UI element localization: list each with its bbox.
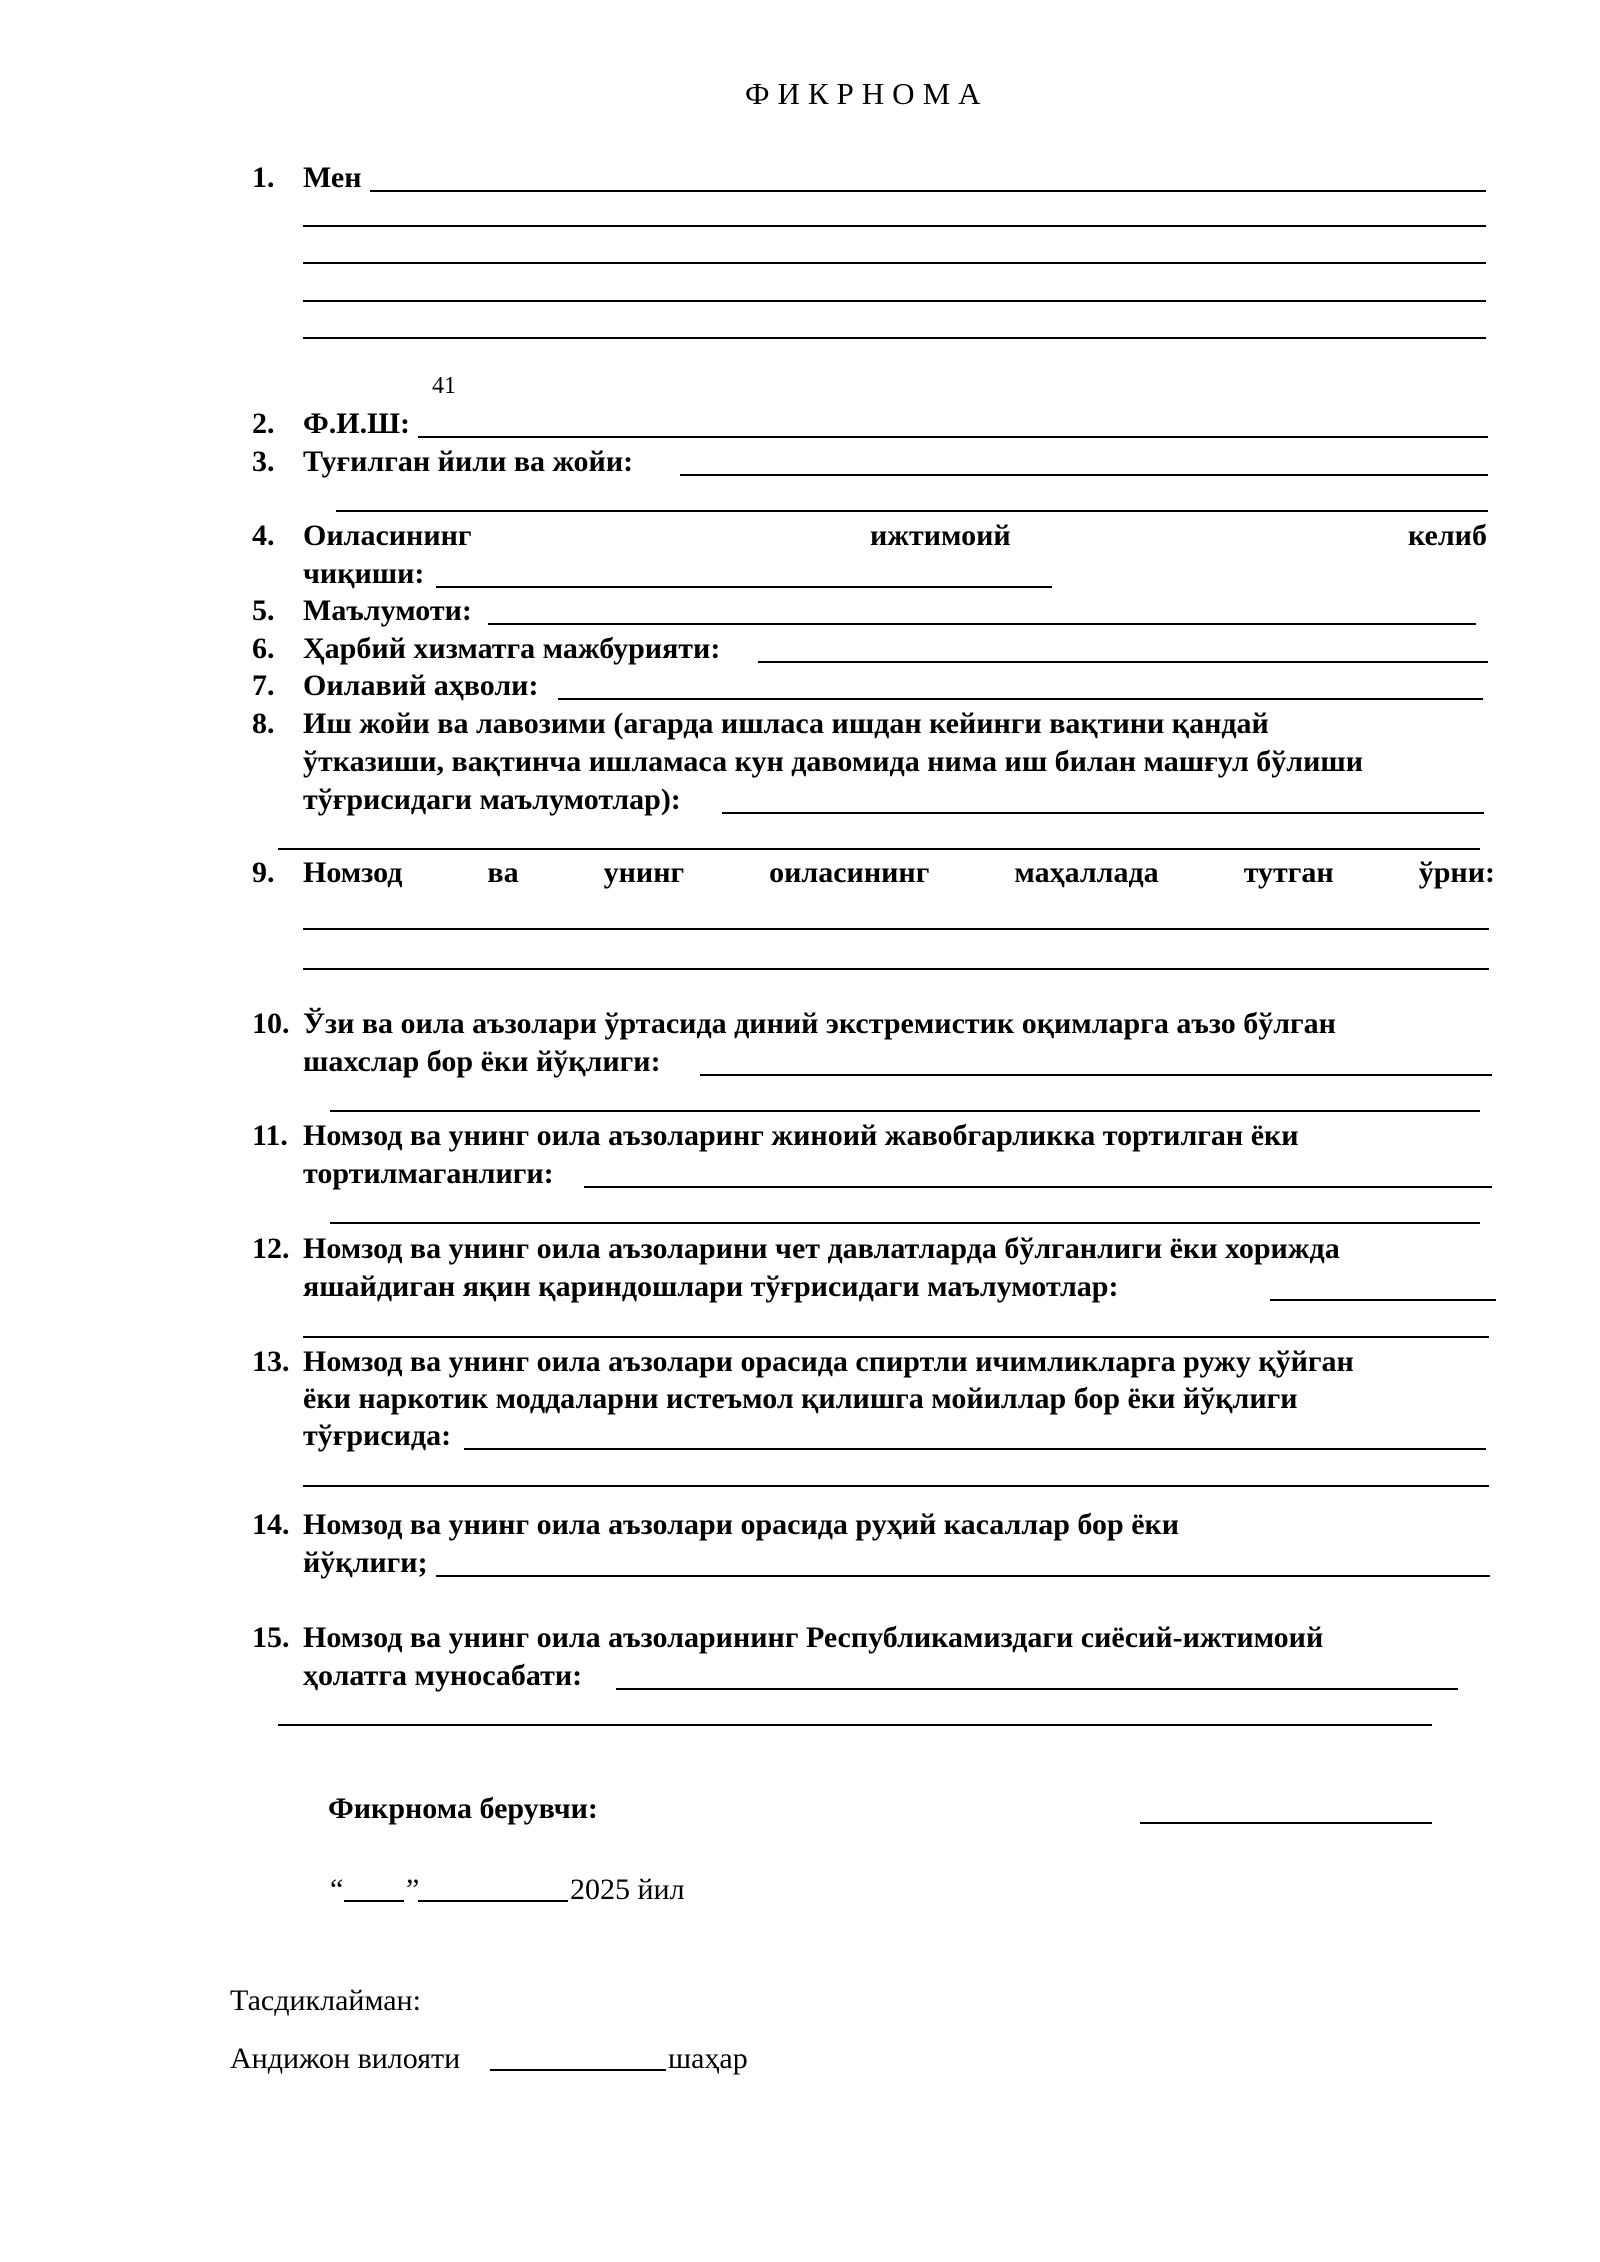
- item-15-number: 15.: [252, 1621, 290, 1654]
- item-10-number: 10.: [252, 1007, 290, 1040]
- item-13-fill-line: [303, 1485, 1489, 1487]
- item-5-fill-line: [488, 623, 1476, 625]
- item-6-label: Ҳарбий хизматга мажбурияти:: [303, 632, 721, 665]
- item-8-line-2: ўтказиши, вақтинча ишламаса кун давомида нима иш билан машғул бўлиши: [303, 745, 1364, 778]
- item-10-line-2: шахслар бор ёки йўқлиги:: [303, 1045, 661, 1078]
- item-5-label: Маълумоти:: [303, 594, 472, 627]
- item-9-fill-line: [303, 928, 1489, 930]
- giver-signature-line: [1140, 1822, 1432, 1824]
- item-6-fill-line: [758, 661, 1488, 663]
- item-4-word-1: Оиласининг: [303, 519, 472, 552]
- item-1-number: 1.: [252, 161, 275, 194]
- item-12-line-2: яшайдиган яқин қариндошлари тўғрисидаги маълумотлар:: [303, 1270, 1119, 1303]
- item-7-number: 7.: [252, 669, 275, 702]
- item-13-number: 13.: [252, 1345, 290, 1378]
- item-3-fill-line: [680, 474, 1488, 476]
- item-6-number: 6.: [252, 632, 275, 665]
- item-4-number: 4.: [252, 519, 275, 552]
- item-7-fill-line: [558, 698, 1483, 700]
- date-month-line: [418, 1900, 568, 1902]
- date-day-line: [344, 1900, 404, 1902]
- item-12-fill-line: [1270, 1299, 1496, 1301]
- region-label: Андижон вилояти: [230, 2042, 461, 2075]
- item-9-word: оиласининг: [769, 856, 930, 889]
- item-14-line-2: йўқлиги;: [303, 1546, 428, 1579]
- item-10-fill-line: [700, 1074, 1492, 1076]
- approve-label: Тасдиклайман:: [230, 1984, 421, 2017]
- item-3-number: 3.: [252, 445, 275, 478]
- item-14-line-1: Номзод ва унинг оила аъзолари орасида руҳий касаллар бор ёки: [303, 1508, 1180, 1541]
- item-13-line-3: тўғрисида:: [303, 1419, 452, 1452]
- item-12-line-1: Номзод ва унинг оила аъзоларини чет давлатларда бўлганлиги ёки хорижда: [303, 1232, 1340, 1265]
- item-1-fill-line: [303, 225, 1486, 227]
- item-12-number: 12.: [252, 1232, 290, 1265]
- item-15-line-1: Номзод ва унинг оила аъзоларининг Республикамиздаги сиёсий-ижтимоий: [303, 1621, 1324, 1654]
- item-12-fill-line: [303, 1336, 1489, 1338]
- date-close-quote: ”: [406, 1873, 420, 1906]
- item-2-fill-line: [418, 436, 1488, 438]
- item-11-line-2: тортилмаганлиги:: [303, 1157, 554, 1190]
- page-number: 41: [432, 373, 456, 399]
- item-11-line-1: Номзод ва унинг оила аъзоларинг жиноий жавобгарликка тортилган ёки: [303, 1119, 1299, 1152]
- item-9-word: Номзод: [303, 856, 403, 889]
- item-9-word: маҳаллада: [1014, 856, 1159, 889]
- item-9-word: тутган: [1243, 856, 1334, 889]
- item-1-fill-line: [370, 190, 1486, 192]
- city-label: шаҳар: [668, 2042, 748, 2075]
- item-11-number: 11.: [252, 1119, 288, 1152]
- item-2-label: Ф.И.Ш:: [303, 407, 411, 440]
- giver-label: Фикрнома берувчи:: [328, 1792, 598, 1825]
- item-8-line-3: тўғрисидаги маълумотлар):: [303, 783, 681, 816]
- item-3-fill-line: [336, 510, 1488, 512]
- item-8-line-1: Иш жойи ва лавозими (агарда ишласа ишдан кейинги вақтини қандай: [303, 707, 1269, 740]
- item-9-label: [303, 855, 1495, 891]
- item-8-number: 8.: [252, 707, 275, 740]
- item-9-number: 9.: [252, 856, 275, 889]
- item-1-label: Мен: [303, 161, 362, 194]
- city-name-line: [490, 2069, 666, 2071]
- item-11-fill-line: [584, 1186, 1492, 1188]
- item-9-fill-line: [303, 968, 1489, 970]
- item-13-line-2: ёки наркотик моддаларни истеъмол қилишга мойиллар бор ёки йўқлиги: [303, 1382, 1298, 1415]
- item-4-word-2: ижтимоий: [870, 519, 1011, 552]
- item-9-word: ўрни:: [1418, 856, 1495, 889]
- item-10-fill-line: [330, 1110, 1480, 1112]
- item-15-fill-line: [278, 1724, 1432, 1726]
- item-2-number: 2.: [252, 407, 275, 440]
- item-4-word-3: келиб: [1408, 519, 1487, 552]
- item-13-fill-line: [464, 1448, 1486, 1450]
- item-15-line-2: ҳолатга муносабати:: [303, 1659, 583, 1692]
- item-14-fill-line: [436, 1575, 1490, 1577]
- item-9-word: унинг: [603, 856, 685, 889]
- item-11-fill-line: [330, 1222, 1480, 1224]
- item-8-fill-line: [278, 848, 1480, 850]
- item-1-fill-line: [303, 337, 1486, 339]
- item-10-line-1: Ўзи ва оила аъзолари ўртасида диний экстремистик оқимларга аъзо бўлган: [303, 1007, 1336, 1040]
- item-14-number: 14.: [252, 1508, 290, 1541]
- document-title: ФИКРНОМА: [745, 76, 989, 111]
- date-open-quote: “: [330, 1873, 344, 1906]
- item-4-fill-line: [436, 586, 1052, 588]
- item-15-fill-line: [616, 1688, 1458, 1690]
- item-13-line-1: Номзод ва унинг оила аъзолари орасида спиртли ичимликларга ружу қўйган: [303, 1345, 1354, 1378]
- item-5-number: 5.: [252, 594, 275, 627]
- item-3-label: Туғилган йили ва жойи:: [303, 445, 634, 478]
- item-8-fill-line: [722, 812, 1484, 814]
- date-year: 2025 йил: [570, 1873, 685, 1906]
- item-1-fill-line: [303, 262, 1486, 264]
- item-4-label-line-2: чиқиши:: [303, 557, 425, 590]
- item-7-label: Оилавий аҳволи:: [303, 669, 539, 702]
- item-1-fill-line: [303, 300, 1486, 302]
- item-9-word: ва: [487, 856, 519, 889]
